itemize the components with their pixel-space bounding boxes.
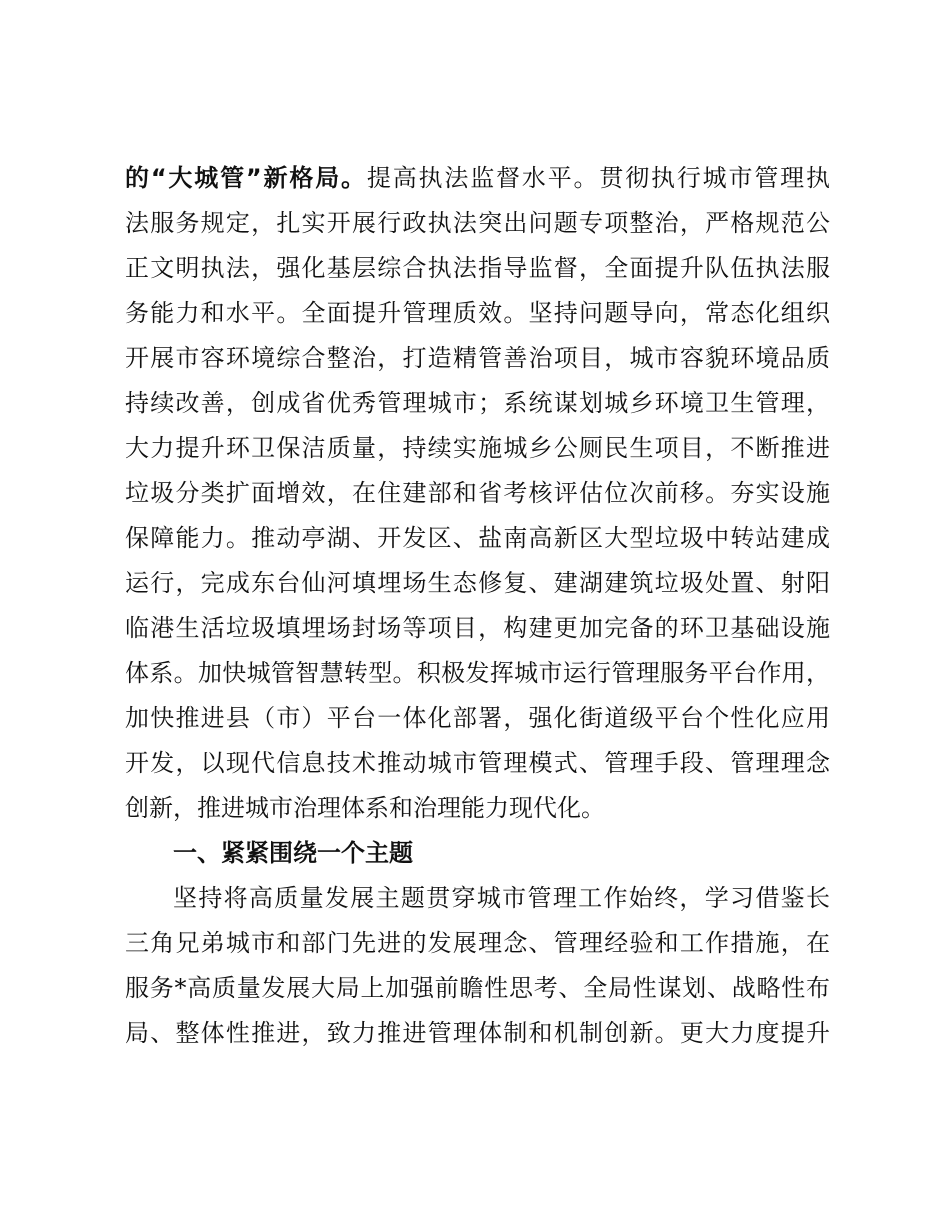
paragraph-line: 开展市容环境综合整治，打造精管善治项目，城市容貌环境品质 [125, 344, 830, 372]
paragraph-line: 体系。加快城管智慧转型。积极发挥城市运行管理服务平台作用， [125, 659, 830, 687]
paragraph-line: 坚持将高质量发展主题贯穿城市管理工作始终，学习借鉴长 [173, 884, 830, 912]
paragraph-line: 保障能力。推动亭湖、开发区、盐南高新区大型垃圾中转站建成 [125, 524, 830, 552]
paragraph-line: 三角兄弟城市和部门先进的发展理念、管理经验和工作措施，在 [125, 929, 830, 957]
section-heading: 一、紧紧围绕一个主题 [173, 839, 413, 867]
paragraph-line: 加快推进县（市）平台一体化部署，强化街道级平台个性化应用 [125, 704, 830, 732]
line-text: 提高执法监督水平。贯彻执行城市管理执 [366, 164, 831, 192]
paragraph-line: 服务*高质量发展大局上加强前瞻性思考、全局性谋划、战略性布 [125, 974, 830, 1002]
paragraph-line: 大力提升环卫保洁质量，持续实施城乡公厕民生项目，不断推进 [125, 434, 830, 462]
paragraph-line: 临港生活垃圾填埋场封场等项目，构建更加完备的环卫基础设施 [125, 614, 830, 642]
paragraph-line: 创新，推进城市治理体系和治理能力现代化。 [125, 794, 605, 822]
paragraph-line: 垃圾分类扩面增效，在住建部和省考核评估位次前移。夯实设施 [125, 479, 830, 507]
paragraph-line: 持续改善，创成省优秀管理城市；系统谋划城乡环境卫生管理， [125, 389, 830, 417]
paragraph-line [125, 163, 830, 193]
paragraph-line: 运行，完成东台仙河填埋场生态修复、建湖建筑垃圾处置、射阳 [125, 569, 830, 597]
bold-lead-text: 的“大城管”新格局。 [125, 164, 367, 192]
paragraph-line: 法服务规定，扎实开展行政执法突出问题专项整治，严格规范公 [125, 209, 830, 237]
paragraph-line: 局、整体性推进，致力推进管理体制和机制创新。更大力度提升 [125, 1019, 830, 1047]
paragraph-line: 开发，以现代信息技术推动城市管理模式、管理手段、管理理念 [125, 749, 830, 777]
paragraph-line: 务能力和水平。全面提升管理质效。坚持问题导向，常态化组织 [125, 299, 830, 327]
paragraph-line: 正文明执法，强化基层综合执法指导监督，全面提升队伍执法服 [125, 254, 830, 282]
